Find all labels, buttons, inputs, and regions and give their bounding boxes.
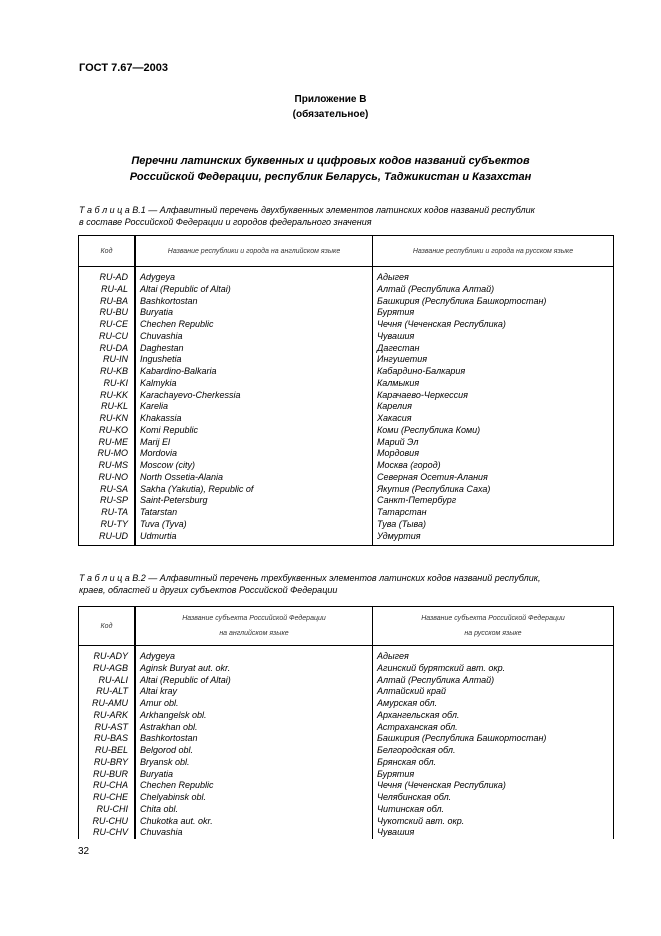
cell-english-name: Buryatia [135, 307, 373, 319]
cell-english-name: Arkhangelsk obl. [135, 710, 373, 722]
cell-english-name: Belgorod obl. [135, 745, 373, 757]
table-row [79, 296, 614, 308]
table-row [79, 390, 614, 402]
cell-english-name: Astrakhan obl. [135, 722, 373, 734]
cell-code: RU-UD [79, 531, 136, 546]
cell-code: RU-MS [79, 460, 136, 472]
cell-english-name: Chukotka aut. okr. [135, 816, 373, 828]
cell-russian-name: Северная Осетия-Алания [377, 471, 488, 482]
column-header-code: Код [79, 236, 136, 267]
cell-english-name: Altai (Republic of Altai) [135, 675, 373, 687]
table-row [79, 448, 614, 460]
cell-russian-name: Алтай (Республика Алтай) [377, 674, 495, 685]
cell-english-name: Chechen Republic [135, 319, 373, 331]
cell-code: RU-ARK [79, 710, 136, 722]
cell-code: RU-CHE [79, 792, 136, 804]
cell-code: RU-TY [79, 519, 136, 531]
cell-russian-name: Астраханская обл. [377, 721, 458, 732]
cell-english-name: Tuva (Tyva) [135, 519, 373, 531]
cell-russian-name: Башкирия (Республика Башкортостан) [377, 295, 547, 306]
cell-russian-name: Хакасия [377, 413, 412, 423]
cell-russian-name: Челябинская обл. [377, 792, 452, 802]
cell-english-name: Chelyabinsk obl. [135, 792, 373, 804]
cell-code: RU-BUR [79, 769, 136, 781]
column-header-russian: Название республики и города на русском языке [373, 236, 614, 267]
cell-english-name: Karachayevo-Cherkessia [135, 390, 373, 402]
cell-english-name: Moscow (city) [135, 460, 373, 472]
cell-code: RU-KL [79, 401, 136, 413]
cell-code: RU-KK [79, 390, 136, 402]
cell-english-name: Buryatia [135, 769, 373, 781]
cell-russian-name: Брянская обл. [377, 756, 437, 767]
cell-russian-name: Мордовия [377, 448, 419, 459]
cell-russian-name: Адыгея [377, 651, 409, 661]
cell-russian-name: Амурская обл. [377, 698, 438, 708]
column-header-english [135, 607, 373, 646]
cell-code: RU-KO [79, 425, 136, 437]
cell-code: RU-AL [79, 284, 136, 296]
table-row [79, 425, 614, 437]
table-row [79, 366, 614, 378]
cell-code: RU-KI [79, 378, 136, 390]
cell-russian-name: Чукотский авт. окр. [377, 815, 465, 826]
table-row [79, 460, 614, 472]
cell-code: RU-SA [79, 484, 136, 496]
table-row [79, 343, 614, 355]
cell-code: RU-CU [79, 331, 136, 343]
cell-russian-name: Калмыкия [377, 377, 420, 388]
cell-code: RU-BEL [79, 745, 136, 757]
cell-russian-name: Бурятия [377, 768, 415, 779]
table-row [79, 675, 614, 687]
cell-english-name: Bryansk obl. [135, 757, 373, 769]
cell-english-name: Marij El [135, 437, 373, 449]
cell-russian-name: Дагестан [377, 342, 420, 353]
cell-russian-name: Коми (Республика Коми) [377, 424, 481, 435]
cell-code: RU-TA [79, 507, 136, 519]
appendix-title: Приложение В [294, 94, 367, 105]
table-row [79, 686, 614, 698]
cell-russian-name: Москва (город) [377, 460, 441, 470]
table-row [79, 284, 614, 296]
cell-russian-name: Адыгея [377, 272, 409, 282]
cell-english-name: Kalmykia [135, 378, 373, 390]
table-row [79, 472, 614, 484]
caption-line: в составе Российской Федерации и городов федерального значения [79, 217, 372, 227]
cell-code: RU-BA [79, 296, 136, 308]
cell-russian-name: Чувашия [377, 827, 415, 838]
header-line: на русском языке [464, 630, 522, 637]
cell-code: RU-AMU [79, 698, 136, 710]
cell-code: RU-BRY [79, 757, 136, 769]
appendix-subtitle: (обязательное) [292, 109, 369, 120]
cell-code: RU-MO [79, 448, 136, 460]
cell-english-name: Sakha (Yakutia), Republic of [135, 484, 373, 496]
table-row [79, 507, 614, 519]
cell-english-name: Chuvashia [135, 827, 373, 839]
table-b1 [78, 235, 614, 546]
table-row [79, 519, 614, 531]
column-header-russian [373, 607, 614, 646]
cell-russian-name: Чечня (Чеченская Республика) [377, 780, 506, 791]
cell-code: RU-AST [79, 722, 136, 734]
table-row [79, 378, 614, 390]
table-row [79, 484, 614, 496]
table-row [79, 331, 614, 343]
cell-english-name: Bashkortostan [135, 733, 373, 745]
cell-russian-name: Удмуртия [373, 531, 614, 546]
header-line: на английском языке [219, 630, 289, 637]
cell-russian-name: Бурятия [377, 307, 415, 318]
cell-code: RU-NO [79, 472, 136, 484]
cell-russian-name: Чувашия [377, 330, 415, 341]
header-line: Название субъекта Российской Федерации [421, 615, 565, 622]
cell-code: RU-KB [79, 366, 136, 378]
cell-english-name: Chuvashia [135, 331, 373, 343]
column-header-code: Код [79, 607, 136, 646]
caption-line: краев, областей и других субъектов Российской Федерации [79, 585, 338, 595]
cell-code: RU-ALT [79, 686, 136, 698]
cell-english-name: Aginsk Buryat aut. okr. [135, 663, 373, 675]
cell-english-name: Altai (Republic of Altai) [135, 284, 373, 296]
cell-english-name: Ingushetia [135, 354, 373, 366]
table-row [79, 698, 614, 710]
cell-english-name: Tatarstan [135, 507, 373, 519]
heading-line: Перечни латинских буквенных и цифровых кодов названий субъектов [131, 155, 530, 167]
cell-english-name: Adygeya [135, 646, 373, 663]
cell-code: RU-BU [79, 307, 136, 319]
table1-caption [79, 204, 619, 228]
table-row [79, 413, 614, 425]
cell-russian-name: Кабардино-Балкария [377, 366, 466, 376]
cell-english-name: Adygeya [135, 267, 373, 284]
table-row [79, 757, 614, 769]
cell-code: RU-CE [79, 319, 136, 331]
table-row [79, 816, 614, 828]
table-row [79, 780, 614, 792]
table-row [79, 792, 614, 804]
cell-russian-name: Башкирия (Республика Башкортостан) [377, 733, 547, 744]
cell-english-name: Udmurtia [135, 531, 373, 546]
cell-english-name: Daghestan [135, 343, 373, 355]
cell-russian-name: Чечня (Чеченская Республика) [377, 319, 506, 329]
cell-code: RU-CHU [79, 816, 136, 828]
cell-russian-name: Санкт-Петербург [377, 495, 457, 506]
cell-russian-name: Белгородская обл. [377, 745, 456, 755]
cell-english-name: Chita obl. [135, 804, 373, 816]
cell-english-name: Mordovia [135, 448, 373, 460]
cell-russian-name: Тува (Тыва) [377, 518, 427, 529]
cell-code: RU-DA [79, 343, 136, 355]
table-row [79, 827, 614, 839]
page-number: 32 [78, 846, 90, 857]
cell-english-name: Altai kray [135, 686, 373, 698]
cell-russian-name: Карачаево-Черкессия [377, 389, 468, 400]
table-row [79, 804, 614, 816]
table-row [79, 733, 614, 745]
table-b2 [78, 606, 614, 839]
cell-code: RU-ADY [79, 646, 136, 663]
cell-english-name: Bashkortostan [135, 296, 373, 308]
cell-russian-name: Архангельская обл. [377, 709, 460, 720]
caption-line: Т а б л и ц а В.2 — Алфавитный перечень трехбуквенных элементов латинских кодов названий республик, [79, 573, 541, 583]
cell-code: RU-CHI [79, 804, 136, 816]
table-row [79, 437, 614, 449]
cell-russian-name: Читинская обл. [377, 803, 445, 814]
cell-russian-name: Марий Эл [377, 436, 419, 447]
cell-english-name: Karelia [135, 401, 373, 413]
table-row [79, 646, 614, 663]
table-row [79, 495, 614, 507]
cell-english-name: Khakassia [135, 413, 373, 425]
cell-russian-name: Алтай (Республика Алтай) [377, 283, 495, 294]
cell-russian-name: Якутия (Республика Саха) [377, 483, 491, 494]
cell-code: RU-AD [79, 267, 136, 284]
table-row [79, 401, 614, 413]
cell-code: RU-BAS [79, 733, 136, 745]
cell-english-name: Chechen Republic [135, 780, 373, 792]
cell-code: RU-CHA [79, 780, 136, 792]
caption-line: Т а б л и ц а В.1 — Алфавитный перечень двухбуквенных элементов латинских кодов названий республик [79, 205, 535, 215]
cell-code: RU-KN [79, 413, 136, 425]
cell-english-name: Komi Republic [135, 425, 373, 437]
table-row [79, 745, 614, 757]
table-row [79, 354, 614, 366]
cell-russian-name: Алтайский край [377, 686, 447, 697]
cell-code: RU-CHV [79, 827, 136, 839]
cell-code: RU-ALI [79, 675, 136, 687]
heading-line: Российской Федерации, республик Беларусь, Таджикистан и Казахстан [129, 171, 532, 183]
cell-code: RU-IN [79, 354, 136, 366]
table-row [79, 710, 614, 722]
table-row [79, 319, 614, 331]
document-id: ГОСТ 7.67—2003 [79, 62, 168, 74]
column-header-english: Название республики и города на английском языке [135, 236, 373, 267]
cell-russian-name: Ингушетия [377, 354, 428, 365]
table-row [79, 722, 614, 734]
section-heading [0, 153, 661, 185]
cell-code: RU-AGB [79, 663, 136, 675]
cell-english-name: Saint-Petersburg [135, 495, 373, 507]
table-row [79, 769, 614, 781]
cell-english-name: Kabardino-Balkaria [135, 366, 373, 378]
cell-english-name: Amur obl. [135, 698, 373, 710]
table2-caption [79, 572, 619, 596]
table-row [79, 663, 614, 675]
header-line: Название субъекта Российской Федерации [182, 615, 326, 622]
cell-english-name: North Ossetia-Alania [135, 472, 373, 484]
table-row [79, 531, 614, 546]
cell-russian-name: Агинский бурятский авт. окр. [377, 662, 506, 673]
cell-code: RU-SP [79, 495, 136, 507]
table-row [79, 267, 614, 284]
cell-russian-name: Татарстан [377, 507, 427, 517]
table-row [79, 307, 614, 319]
cell-code: RU-ME [79, 437, 136, 449]
cell-russian-name: Карелия [377, 401, 412, 412]
